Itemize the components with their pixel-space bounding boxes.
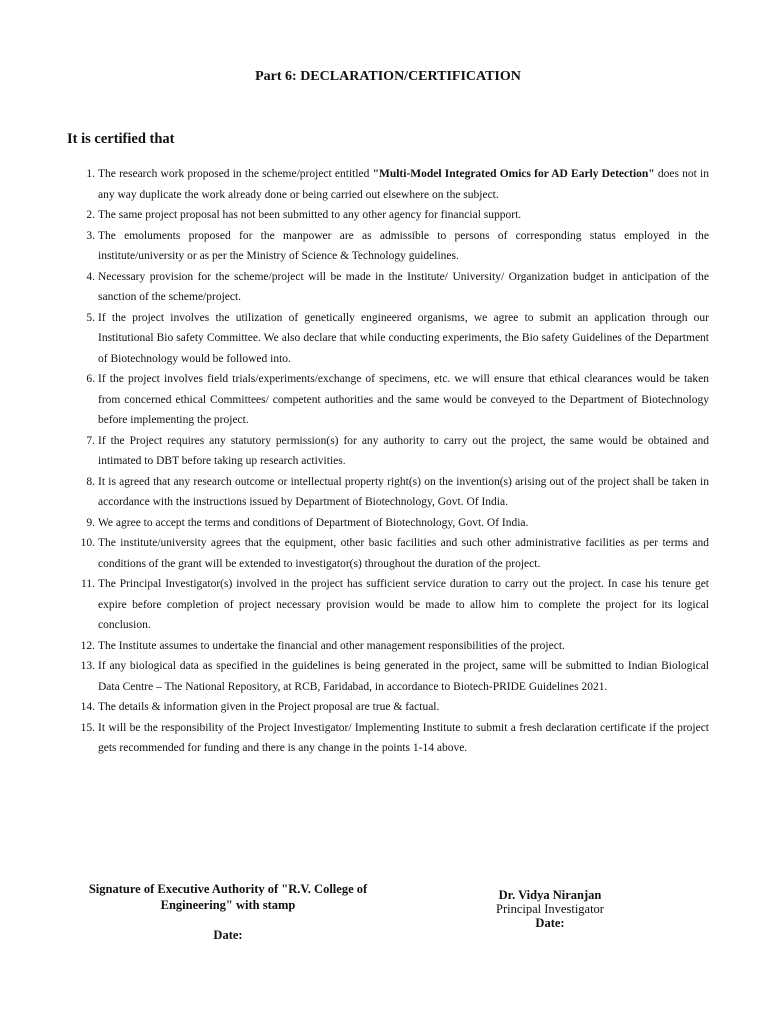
item-text: does not in any way duplicate the work already done or being carried out elsewhere on the subject. (98, 168, 709, 201)
list-item (80, 533, 709, 574)
item-text: It will be the responsibility of the Project Investigator/ Implementing Institute to submit a fresh declaration certificate if the project gets recommended for funding and there is any change in the points 1-14 above. (98, 721, 709, 754)
item-number: 2. (86, 209, 95, 221)
investigator-date-label: Date: (535, 916, 565, 930)
item-number: 4. (86, 270, 95, 283)
list-item (81, 574, 709, 636)
item-number: 11. (81, 578, 95, 590)
list-item (80, 656, 709, 697)
list-item (86, 267, 709, 308)
list-item (86, 164, 709, 205)
item-number: 15. (80, 721, 95, 734)
item-number: 6. (86, 373, 95, 385)
page-title: Part 6: DECLARATION/CERTIFICATION (255, 69, 521, 84)
item-text: The Institute assumes to undertake the financial and other management responsibilities of the project. (98, 639, 565, 652)
item-text: Necessary provision for the scheme/project will be made in the Institute/ University/ Organization budget in anticipation of the sanction of the scheme/project. (98, 270, 709, 303)
executive-signature-line1: Signature of Executive Authority of "R.V. College of (88, 882, 368, 896)
item-number: 5. (86, 311, 95, 324)
investigator-role: Principal Investigator (496, 902, 604, 916)
item-text: If the project involves field trials/experiments/exchange of specimens, etc. we will ensure that ethical clearances would be taken from concerned ethical Committees/ competent authorities and the same would be conveyed to the Department of Biotechnology before implementing the project. (98, 373, 709, 426)
item-text: If any biological data as specified in the guidelines is being generated in the project, same will be submitted to Indian Biological Data Centre – The National Repository, at RCB, Faridabad, in accordance to Biotech-PRIDE Guidelines 2021. (98, 660, 709, 693)
item-number: 3. (86, 229, 95, 242)
executive-signature-line2: Engineering" with stamp (160, 898, 296, 912)
investigator-signature-block (470, 888, 630, 930)
list-item (86, 472, 709, 513)
item-text: The institute/university agrees that the equipment, other basic facilities and such other administrative facilities as per terms and conditions of the grant will be extended to investigator(s) throughout the duration of the project. (98, 537, 709, 570)
executive-date-label: Date: (213, 928, 243, 942)
list-item (86, 513, 709, 534)
executive-signature-block (78, 881, 378, 943)
list-item (80, 718, 709, 759)
declaration-list (80, 164, 709, 759)
list-item (80, 697, 709, 718)
item-text: It is agreed that any research outcome or intellectual property right(s) on the invention(s) arising out of the project shall be taken in accordance with the instructions issued by Department of Biotechnology, Govt. Of India. (98, 475, 709, 508)
investigator-name: Dr. Vidya Niranjan (498, 888, 602, 902)
item-number: 1. (86, 168, 95, 180)
item-text: If the project involves the utilization of genetically engineered organisms, we agree to submit an application through our Institutional Bio safety Committee. We also declare that while conducting experiments, the Bio safety Guidelines of the Department of Biotechnology would be followed into. (98, 311, 709, 365)
item-text: If the Project requires any statutory permission(s) for any authority to carry out the project, the same would be obtained and intimated to DBT before taking up research activities. (98, 434, 709, 467)
project-title: "Multi-Model Integrated Omics for AD Early Detection" (372, 168, 655, 180)
item-text: The emoluments proposed for the manpower are as admissible to persons of corresponding status employed in the institute/university or as per the Ministry of Science & Technology guidelines. (98, 229, 709, 262)
list-item (80, 636, 709, 657)
item-number: 12. (80, 639, 95, 652)
intro-heading: It is certified that (67, 131, 175, 147)
list-item (86, 308, 709, 370)
item-text: The Principal Investigator(s) involved in the project has sufficient service duration to carry out the project. In case his tenure get expire before completion of project necessary provision would be made to allow him to complete the project for its logical conclusion. (98, 578, 709, 631)
item-number: 8. (86, 475, 95, 488)
item-number: 13. (80, 660, 95, 672)
item-number: 7. (86, 434, 95, 447)
list-item (86, 431, 709, 472)
item-text: We agree to accept the terms and conditions of Department of Biotechnology, Govt. Of India. (98, 516, 529, 529)
item-number: 9. (86, 516, 95, 529)
list-item (86, 226, 709, 267)
item-text: The research work proposed in the scheme/project entitled (98, 168, 373, 180)
item-number: 10. (80, 537, 95, 549)
item-text: The same project proposal has not been submitted to any other agency for financial support. (98, 209, 522, 221)
item-number: 14. (80, 701, 95, 713)
item-text: The details & information given in the Project proposal are true & factual. (98, 701, 440, 713)
list-item (86, 369, 709, 431)
list-item (86, 205, 709, 226)
